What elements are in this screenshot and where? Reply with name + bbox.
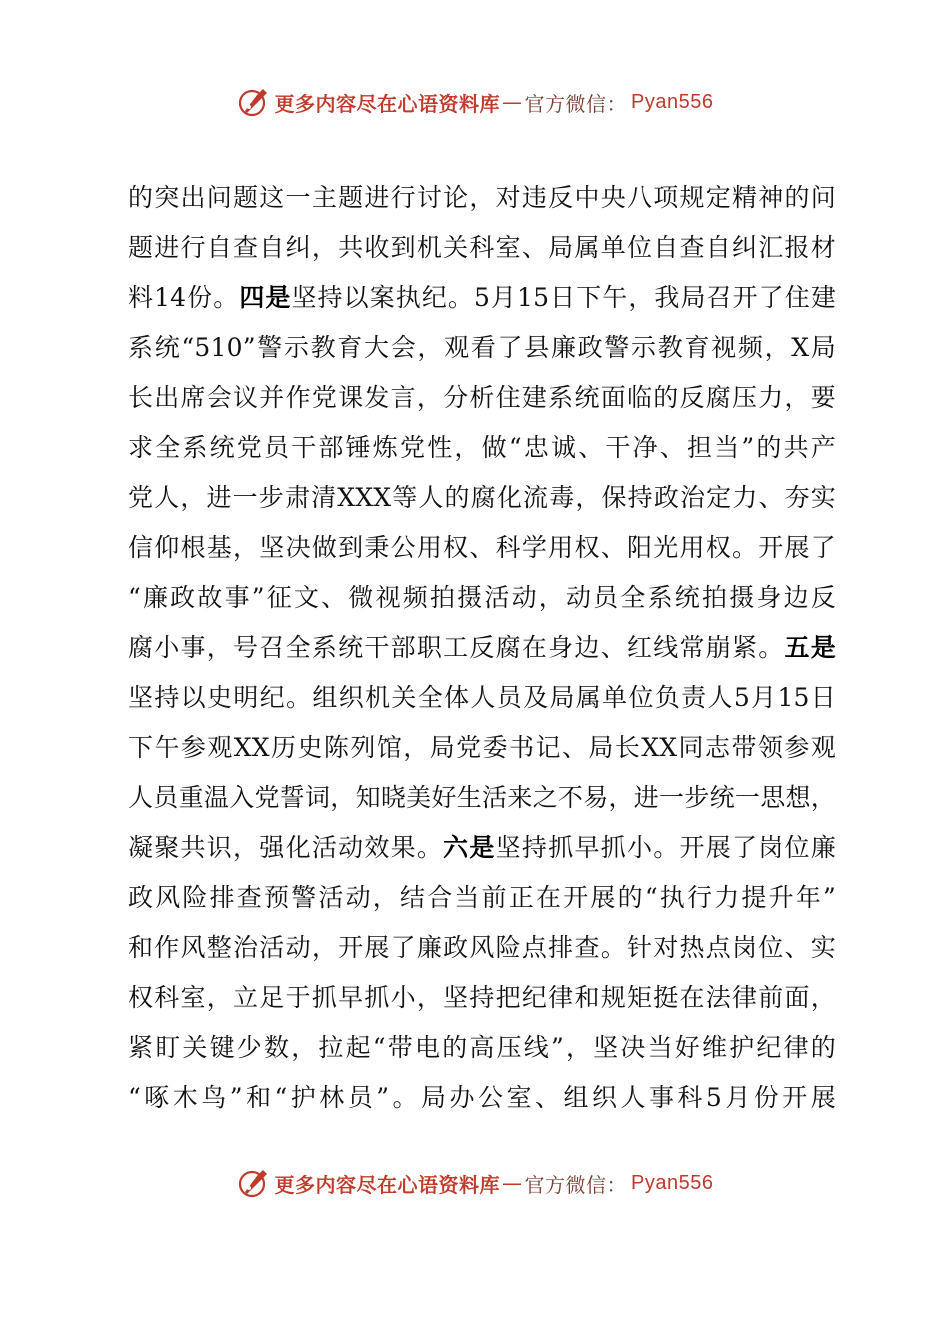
line-text: 凝聚共识，强化活动效果。 [128,833,444,862]
line-text: 人员重温入党誓词，知晓美好生活来之不易，进一步统一思想， [128,783,836,812]
paragraph-line [128,773,836,823]
header-sub-text: 官方微信： [524,91,628,116]
paragraph-line [128,573,836,623]
line-text: “廉政故事”征文、微视频拍摄活动，动员全系统拍摄身边反 [128,583,836,612]
pen-nib-logo-icon [237,1166,271,1200]
footer-main-text: 更多内容尽在心语资料库 [274,1172,501,1197]
paragraph-line [128,173,836,223]
paragraph-line [128,673,836,723]
paragraph-line [128,1073,836,1123]
paragraph-line [128,423,836,473]
header-wechat-id: Pyan556 [631,90,714,113]
header-dash: — [502,90,523,114]
line-text: 紧盯关键少数，拉起“带电的高压线”，坚决当好维护纪律的 [128,1033,836,1062]
paragraph-line [128,523,836,573]
header-main-text: 更多内容尽在心语资料库 [274,91,501,116]
footer-dash: — [502,1171,523,1195]
paragraph-line [128,473,836,523]
document-body [128,173,836,1123]
line-text: 政风险排查预警活动，结合当前正在开展的“执行力提升年” [128,883,836,912]
line-text: 党人，进一步肃清XXX等人的腐化流毒，保持政治定力、夯实 [128,483,836,512]
line-text: 下午参观XX历史陈列馆，局党委书记、局长XX同志带领参观 [128,733,836,762]
line-text: 和作风整治活动，开展了廉政风险点排查。针对热点岗位、实 [128,933,836,962]
paragraph-line [128,973,836,1023]
footer-wechat-id: Pyan556 [631,1171,714,1194]
paragraph-line [128,373,836,423]
line-text: 信仰根基，坚决做到秉公用权、科学用权、阳光用权。开展了 [128,533,836,562]
line-text: 料14份。 [128,283,240,312]
paragraph-line [128,1023,836,1073]
footer-sub-text: 官方微信： [524,1172,628,1197]
bold-marker: 六是 [443,833,496,862]
paragraph-line [128,323,836,373]
footer-banner [0,1163,950,1203]
paragraph-line [128,273,836,323]
paragraph-line [128,873,836,923]
line-text: 权科室，立足于抓早抓小，坚持把纪律和规矩挺在法律前面， [128,983,836,1012]
paragraph-line [128,923,836,973]
line-text: 题进行自查自纠，共收到机关科室、局属单位自查自纠汇报材 [128,233,836,262]
paragraph-line [128,823,836,873]
paragraph-line [128,623,836,673]
line-text: 长出席会议并作党课发言，分析住建系统面临的反腐压力，要 [128,383,836,412]
paragraph-line [128,223,836,273]
line-text: “啄木鸟”和“护林员”。局办公室、组织人事科5月份开展 [128,1083,836,1112]
line-text: 系统“510”警示教育大会，观看了县廉政警示教育视频，X局 [128,333,836,362]
header-banner [0,82,950,122]
bold-marker: 四是 [239,283,292,312]
line-text: 坚持以案执纪。5月15日下午，我局召开了住建 [291,283,837,312]
line-text: 求全系统党员干部锤炼党性，做“忠诚、干净、担当”的共产 [128,433,836,462]
line-text: 坚持以史明纪。组织机关全体人员及局属单位负责人5月15日 [128,683,836,712]
line-text: 坚持抓早抓小。开展了岗位廉 [495,833,837,862]
paragraph-line [128,723,836,773]
line-text: 腐小事，号召全系统干部职工反腐在身边、红线常崩紧。 [128,633,785,662]
pen-nib-logo-icon [237,85,271,119]
bold-marker: 五是 [784,633,836,662]
line-text: 的突出问题这一主题进行讨论，对违反中央八项规定精神的问 [128,183,836,212]
